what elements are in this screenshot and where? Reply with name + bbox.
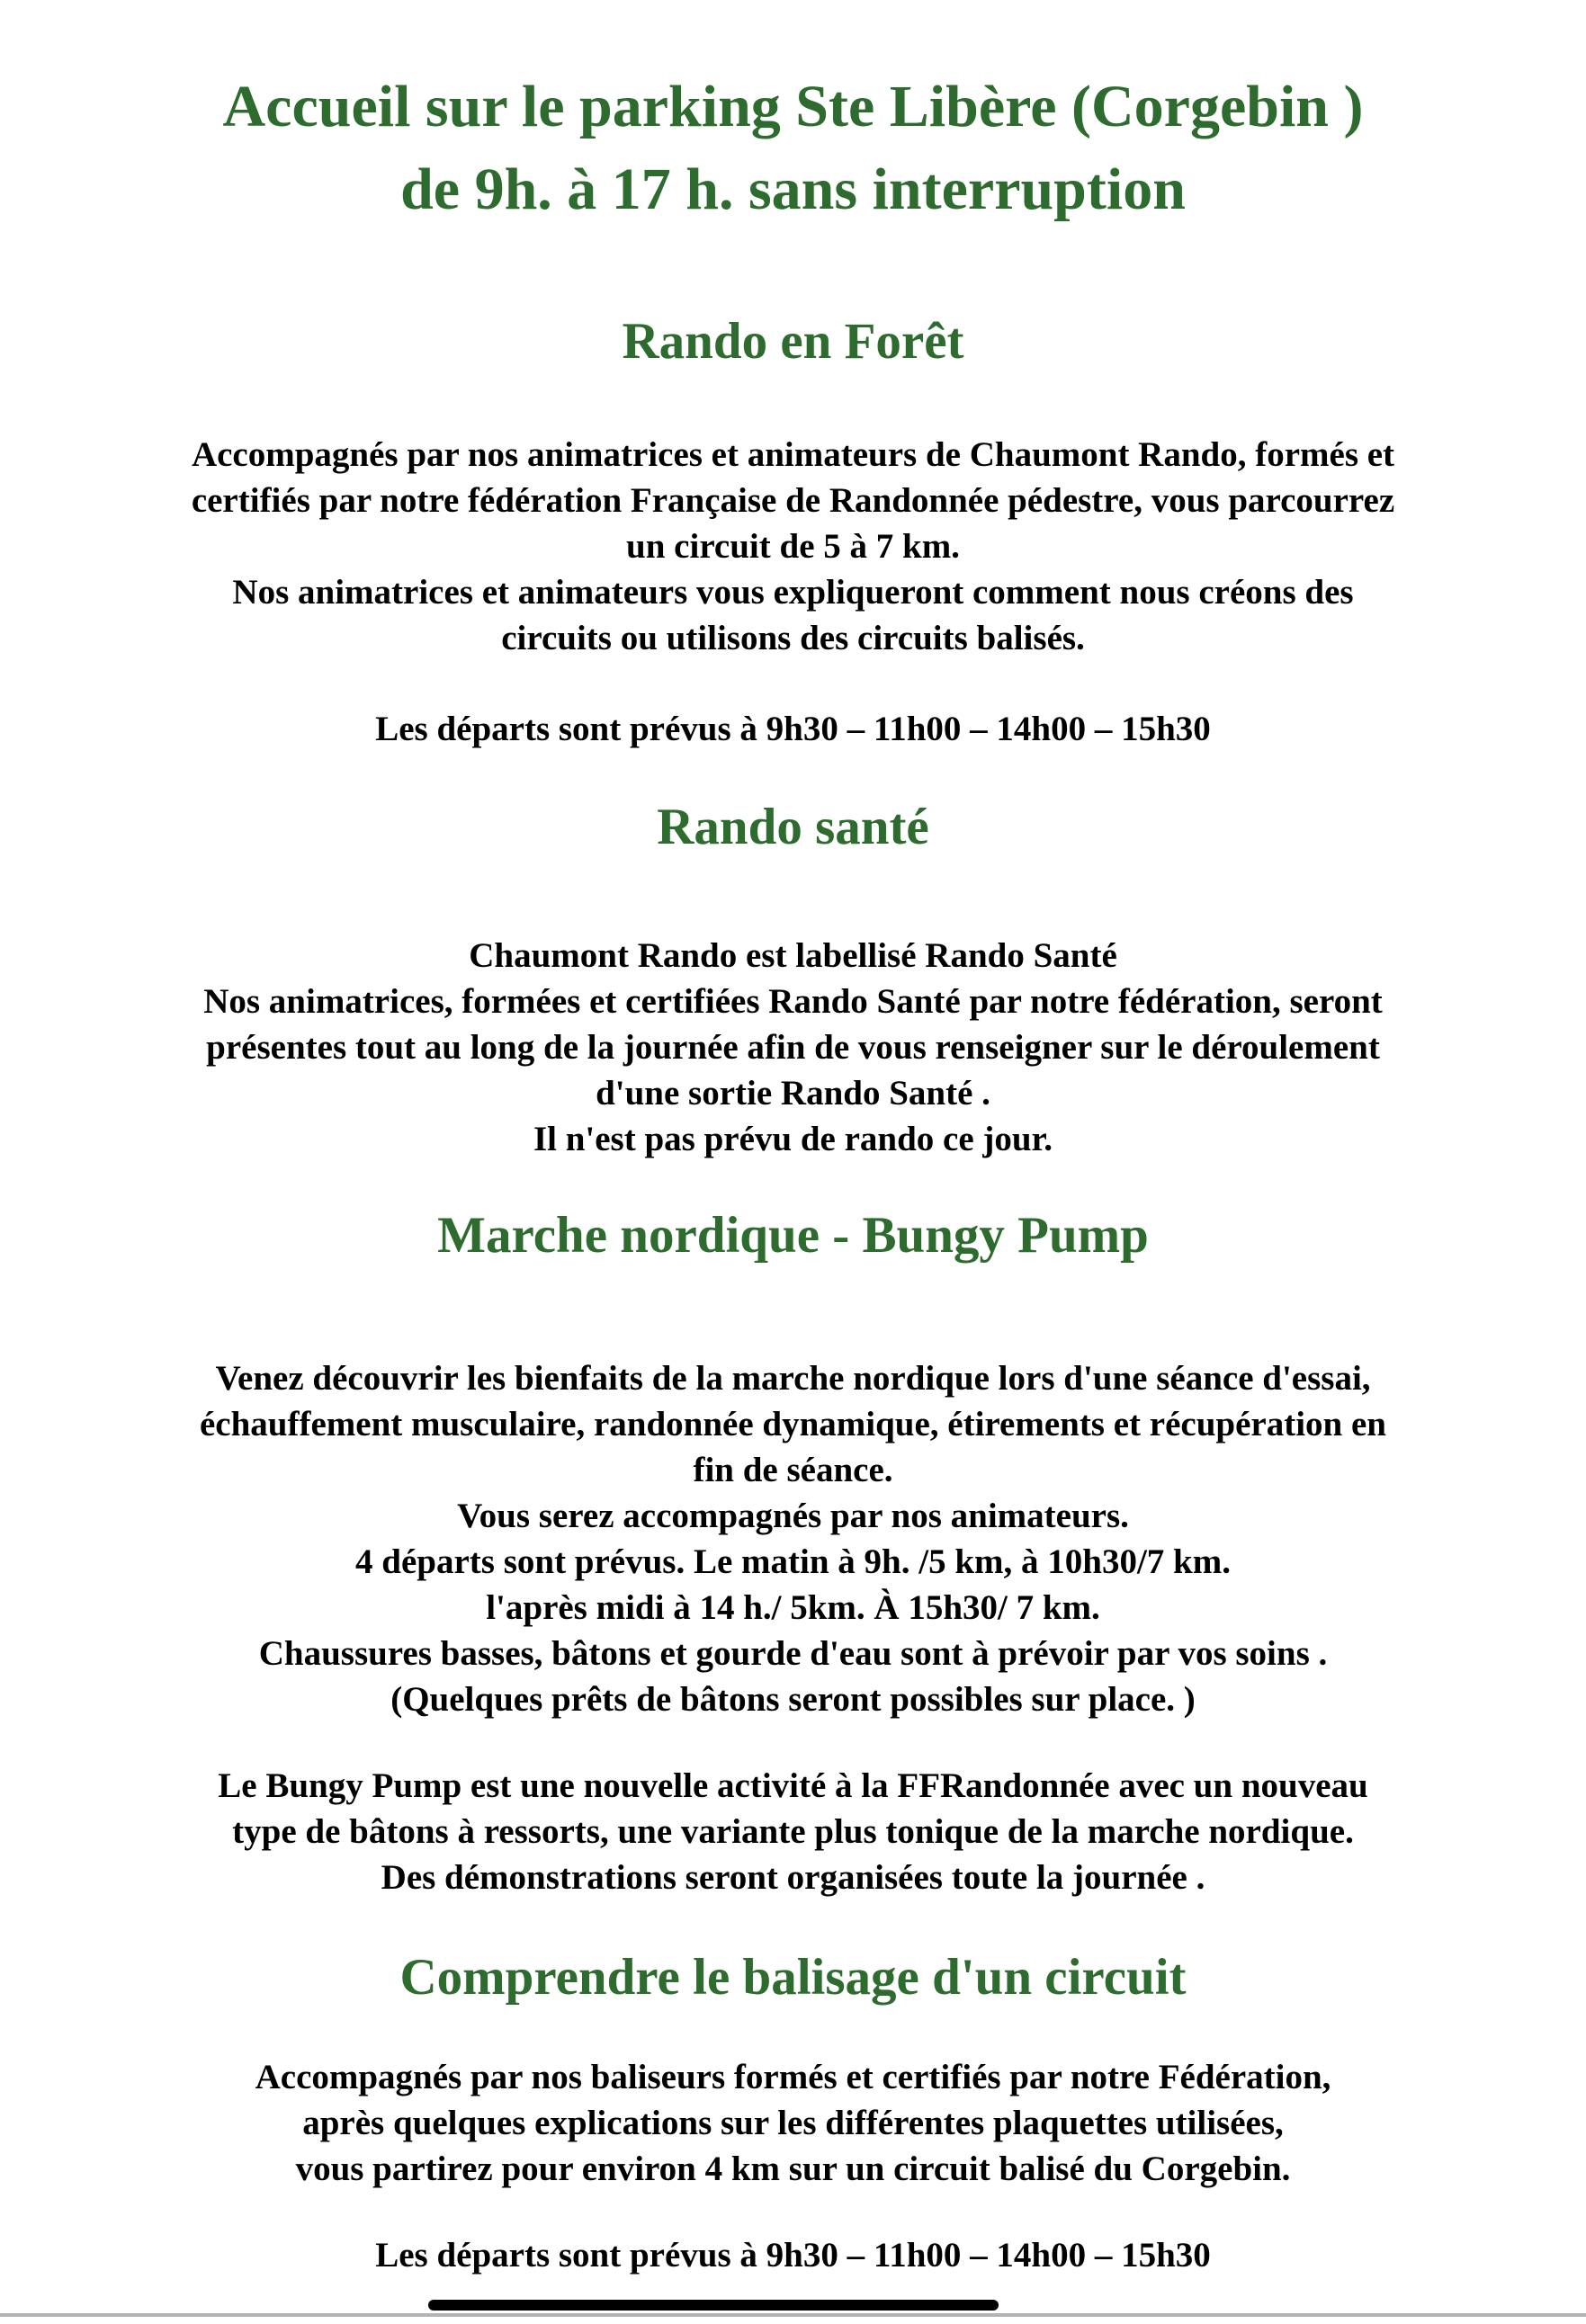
text-line: Il n'est pas prévu de rando ce jour. [533, 1120, 1053, 1158]
page-title-line-2: de 9h. à 17 h. sans interruption [400, 156, 1186, 222]
paragraph-marche-nordique [0, 1355, 1586, 1722]
text-line: (Quelques prêts de bâtons seront possibles sur place. ) [390, 1680, 1196, 1719]
text-line: présentes tout au long de la journée afin de vous renseigner sur le déroulement [206, 1028, 1380, 1067]
departure-times-balisage: Les départs sont prévus à 9h30 – 11h00 – 14h00 – 15h30 [375, 2236, 1211, 2275]
page-title-line-1: Accueil sur le parking Ste Libère (Corgebin ) [222, 74, 1364, 139]
text-line: l'après midi à 14 h./ 5km. À 15h30/ 7 km. [486, 1588, 1100, 1627]
text-line: certifiés par notre fédération Française de Randonnée pédestre, vous parcourrez [191, 481, 1395, 520]
paragraph-bungy-pump [0, 1763, 1586, 1900]
text-line: Accompagnés par nos baliseurs formés et certifiés par notre Fédération, [255, 2058, 1331, 2096]
text-line: vous partirez pour environ 4 km sur un circuit balisé du Corgebin. [295, 2150, 1291, 2188]
text-line: Le Bungy Pump est une nouvelle activité à la FFRandonnée avec un nouveau [218, 1766, 1368, 1805]
text-line: Accompagnés par nos animatrices et animateurs de Chaumont Rando, formés et [191, 435, 1395, 474]
text-line: Chaussures basses, bâtons et gourde d'eau sont à prévoir par vos soins . [258, 1634, 1328, 1673]
paragraph-balisage [0, 2054, 1586, 2192]
page-title [0, 66, 1586, 231]
text-line: échauffement musculaire, randonnée dynamique, étirements et récupération en [200, 1405, 1386, 1444]
bottom-divider-bar [428, 2300, 999, 2311]
paragraph-rando-sante [0, 933, 1586, 1162]
text-line: Nos animatrices et animateurs vous expliqueront comment nous créons des [232, 573, 1354, 612]
page-bottom-border [0, 2313, 1586, 2317]
departure-times-rando-en-foret: Les départs sont prévus à 9h30 – 11h00 – 14h00 – 15h30 [375, 710, 1211, 748]
text-line: après quelques explications sur les différentes plaquettes utilisées, [302, 2104, 1284, 2142]
text-line: Venez découvrir les bienfaits de la marche nordique lors d'une séance d'essai, [215, 1359, 1371, 1398]
text-line: circuits ou utilisons des circuits balisés. [501, 619, 1085, 657]
text-line: fin de séance. [693, 1451, 893, 1489]
section-heading-rando-en-foret: Rando en Forêt [622, 313, 964, 370]
text-line: Chaumont Rando est labellisé Rando Santé [469, 936, 1117, 975]
text-line: un circuit de 5 à 7 km. [626, 527, 960, 566]
text-line: 4 départs sont prévus. Le matin à 9h. /5 km, à 10h30/7 km. [355, 1542, 1231, 1581]
section-heading-balisage: Comprendre le balisage d'un circuit [399, 1949, 1187, 2006]
text-line: Des démonstrations seront organisées toute la journée . [381, 1858, 1205, 1897]
section-heading-rando-sante: Rando santé [657, 799, 929, 855]
text-line: Nos animatrices, formées et certifiées Rando Santé par notre fédération, seront [203, 982, 1383, 1021]
text-line: Vous serez accompagnés par nos animateurs. [457, 1497, 1129, 1535]
text-line: type de bâtons à ressorts, une variante plus tonique de la marche nordique. [232, 1812, 1354, 1851]
section-heading-marche-nordique-bungy-pump: Marche nordique - Bungy Pump [437, 1207, 1149, 1264]
paragraph-rando-en-foret [0, 432, 1586, 661]
text-line: d'une sortie Rando Santé . [596, 1074, 990, 1113]
